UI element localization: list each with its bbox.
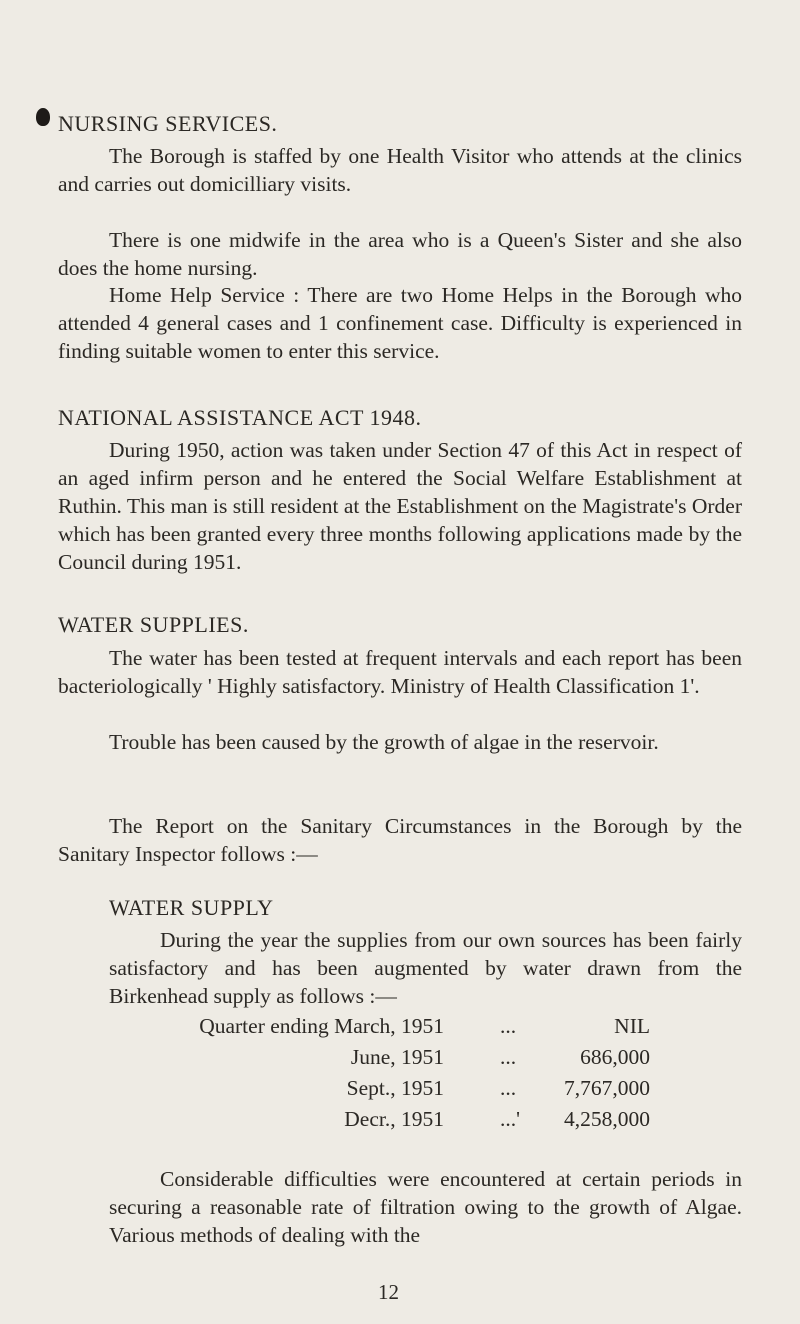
row-value: 686,000	[580, 1045, 650, 1069]
row-value: 7,767,000	[564, 1076, 650, 1100]
row-label: June, 1951	[350, 1045, 444, 1069]
heading-water-supply: WATER SUPPLY	[109, 895, 274, 920]
heading-nursing-services: NURSING SERVICES.	[58, 111, 278, 136]
row-leader-dots: ...	[500, 1014, 517, 1038]
row-value: 4,258,000	[564, 1107, 650, 1131]
paragraph-home-help: Home Help Service : There are two Home Helps in the Borough who attended 4 general cases and 1 confinement case. Difficulty is experienced in finding suitable women to enter this service.	[58, 283, 742, 363]
heading-national-assistance: NATIONAL ASSISTANCE ACT 1948.	[58, 405, 422, 430]
paragraph-birkenhead-supply: During the year the supplies from our own sources has been fairly satisfactory and has been augmented by water drawn from the Birkenhead supply as follows :—	[109, 928, 742, 1008]
row-leader-dots: ...	[500, 1045, 517, 1069]
paragraph-water-tested: The water has been tested at frequent intervals and each report has been bacteriologically ' Highly satisfactory. Ministry of Health Classification 1'.	[58, 646, 742, 698]
paragraph-sanitary-report: The Report on the Sanitary Circumstances in the Borough by the Sanitary Inspector follows :—	[58, 814, 742, 866]
paragraph-health-visitor: The Borough is staffed by one Health Visitor who attends at the clinics and carries out domicilliary visits.	[58, 144, 742, 196]
paragraph-national-assistance: During 1950, action was taken under Section 47 of this Act in respect of an aged infirm person and he entered the Social Welfare Establishment at Ruthin. This man is still resident at the Establishment on the Magistrate's Order which has been granted every three months following applications made by the Council during 1951.	[58, 438, 742, 574]
margin-mark	[36, 108, 50, 126]
row-leader-dots: ...	[500, 1076, 517, 1100]
row-value: NIL	[614, 1014, 650, 1038]
paragraph-algae-trouble: Trouble has been caused by the growth of algae in the reservoir.	[109, 730, 659, 754]
row-label: Quarter ending March, 1951	[199, 1014, 444, 1038]
row-label: Decr., 1951	[344, 1107, 444, 1131]
row-label: Sept., 1951	[346, 1076, 444, 1100]
page-number: 12	[378, 1280, 399, 1304]
row-leader-dots: ...'	[500, 1107, 520, 1131]
paragraph-midwife: There is one midwife in the area who is a Queen's Sister and she also does the home nursing.	[58, 228, 742, 280]
paragraph-filtration-difficulties: Considerable difficulties were encountered at certain periods in securing a reasonable rate of filtration owing to the growth of Algae. Various methods of dealing with the	[109, 1167, 742, 1247]
heading-water-supplies: WATER SUPPLIES.	[58, 612, 249, 637]
